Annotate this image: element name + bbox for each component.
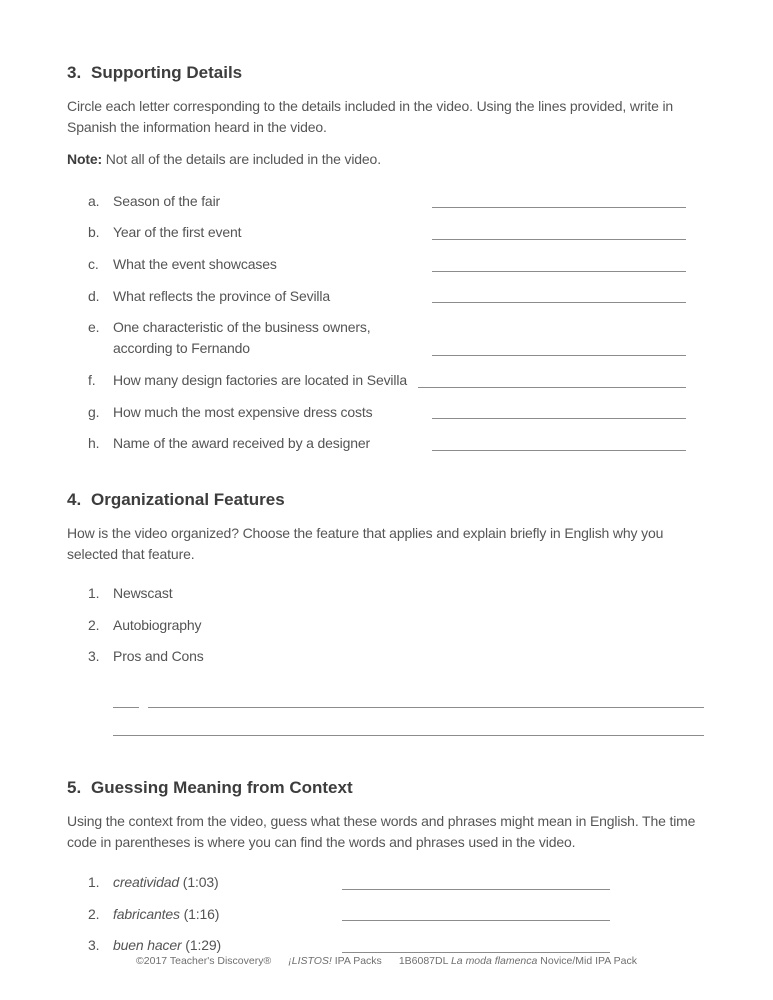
note-label: Note:: [67, 150, 103, 167]
answer-line-a: [432, 207, 686, 208]
option-number: 2.: [88, 616, 100, 633]
choice-blank-line: [113, 694, 139, 708]
footer-copyright: ©2017 Teacher's Discovery®: [136, 955, 272, 967]
item-letter: g.: [88, 403, 100, 420]
answer-line-d: [432, 302, 686, 303]
detail-item-b: [88, 222, 686, 243]
vocab-timecode: (1:03): [179, 873, 219, 890]
detail-item-c: [88, 254, 686, 275]
footer-pack-code: 1B6087DL: [398, 955, 451, 967]
detail-item-f: [88, 370, 686, 391]
section-3-note: [67, 149, 706, 170]
item-text: What the event showcases: [113, 255, 277, 272]
answer-line-e: [432, 355, 686, 356]
vocab-term: [113, 904, 342, 925]
detail-item-d: [88, 286, 686, 307]
item-letter: e.: [88, 319, 100, 336]
section-4-heading: [67, 490, 706, 510]
item-letter: d.: [88, 287, 100, 304]
vocabulary-list: [88, 872, 706, 956]
answer-line-c: [432, 271, 686, 272]
feature-option-2: [88, 615, 706, 636]
section-3-heading: [67, 63, 706, 83]
feature-answer-row-1: [113, 694, 704, 708]
item-text: Year of the first event: [113, 224, 242, 241]
vocab-term-italic: buen hacer: [113, 937, 182, 954]
option-number: 3.: [88, 648, 100, 665]
item-text: Season of the fair: [113, 192, 221, 209]
details-list: [88, 191, 686, 454]
footer-series: [288, 955, 382, 967]
vocab-item-2: [88, 904, 706, 925]
answer-line-h: [432, 450, 686, 451]
detail-item-g: [88, 402, 686, 423]
vocab-term: [113, 872, 342, 893]
answer-line-f: [418, 387, 686, 388]
detail-item-h: [88, 433, 686, 454]
section-5-number: 5.: [67, 778, 82, 797]
vocab-term-italic: creatividad: [113, 873, 180, 890]
section-5-title: Guessing Meaning from Context: [91, 778, 353, 797]
vocab-timecode: (1:16): [179, 905, 220, 922]
section-5-heading: [67, 778, 706, 798]
detail-item-a: [88, 191, 686, 212]
section-organizational-features: [67, 490, 706, 736]
item-letter: f.: [88, 371, 96, 388]
section-3-title: Supporting Details: [91, 63, 243, 82]
feature-option-3: [88, 646, 706, 667]
section-3-intro: Circle each letter corresponding to the details included in the video. Using the lines provided, write in Spanish the information heard in the video.: [67, 98, 674, 136]
meaning-line-3: [342, 952, 610, 953]
explanation-line-1: [148, 694, 704, 708]
footer-series-rest: IPA Packs: [331, 955, 382, 967]
option-text: Pros and Cons: [113, 648, 204, 665]
footer-series-title: ¡LISTOS!: [288, 955, 332, 967]
section-guessing-meaning: [67, 778, 706, 956]
item-letter: a.: [88, 192, 100, 209]
note-text: Not all of the details are included in the video.: [102, 150, 381, 167]
meaning-line-2: [342, 920, 610, 921]
section-3-number: 3.: [67, 63, 82, 82]
section-supporting-details: [67, 0, 706, 454]
section-4-number: 4.: [67, 490, 82, 510]
option-number: 1.: [88, 584, 100, 601]
feature-option-1: [88, 583, 706, 604]
feature-options-list: [88, 583, 706, 667]
vocab-timecode: (1:29): [181, 937, 221, 954]
section-4-title: Organizational Features: [91, 490, 285, 510]
section-5-intro: Using the context from the video, guess what these words and phrases might mean in English. The time code in parentheses is where you can find the words and phrases used in the video.: [67, 813, 696, 851]
answer-line-b: [432, 239, 686, 240]
item-text: Name of the award received by a designer: [113, 435, 371, 452]
vocab-number: 3.: [88, 937, 100, 954]
item-letter: h.: [88, 435, 100, 452]
item-text: How many design factories are located in Sevilla: [113, 371, 407, 388]
section-4-intro: How is the video organized? Choose the feature that applies and explain briefly in English why you selected that feature.: [67, 525, 664, 563]
answer-line-g: [432, 418, 686, 419]
item-text: One characteristic of the business owners, according to Fernando: [113, 319, 371, 357]
vocab-number: 2.: [88, 905, 100, 922]
vocab-number: 1.: [88, 873, 100, 890]
page-footer: [0, 955, 773, 967]
footer-pack: [399, 955, 637, 967]
feature-answer-area: [113, 694, 704, 736]
meaning-line-1: [342, 889, 610, 890]
detail-item-e: [88, 317, 686, 358]
item-text: What reflects the province of Sevilla: [113, 287, 330, 304]
vocab-item-3: [88, 935, 706, 956]
vocab-term-italic: fabricantes: [113, 905, 180, 922]
footer-pack-title: La moda flamenca: [450, 955, 538, 967]
item-letter: b.: [88, 224, 100, 241]
vocab-term: [113, 935, 342, 956]
option-text: Newscast: [113, 584, 173, 601]
option-text: Autobiography: [113, 616, 202, 633]
vocab-item-1: [88, 872, 706, 893]
explanation-line-2: [113, 735, 704, 736]
item-letter: c.: [88, 255, 99, 272]
footer-pack-rest: Novice/Mid IPA Pack: [537, 955, 637, 967]
item-text: How much the most expensive dress costs: [113, 403, 373, 420]
